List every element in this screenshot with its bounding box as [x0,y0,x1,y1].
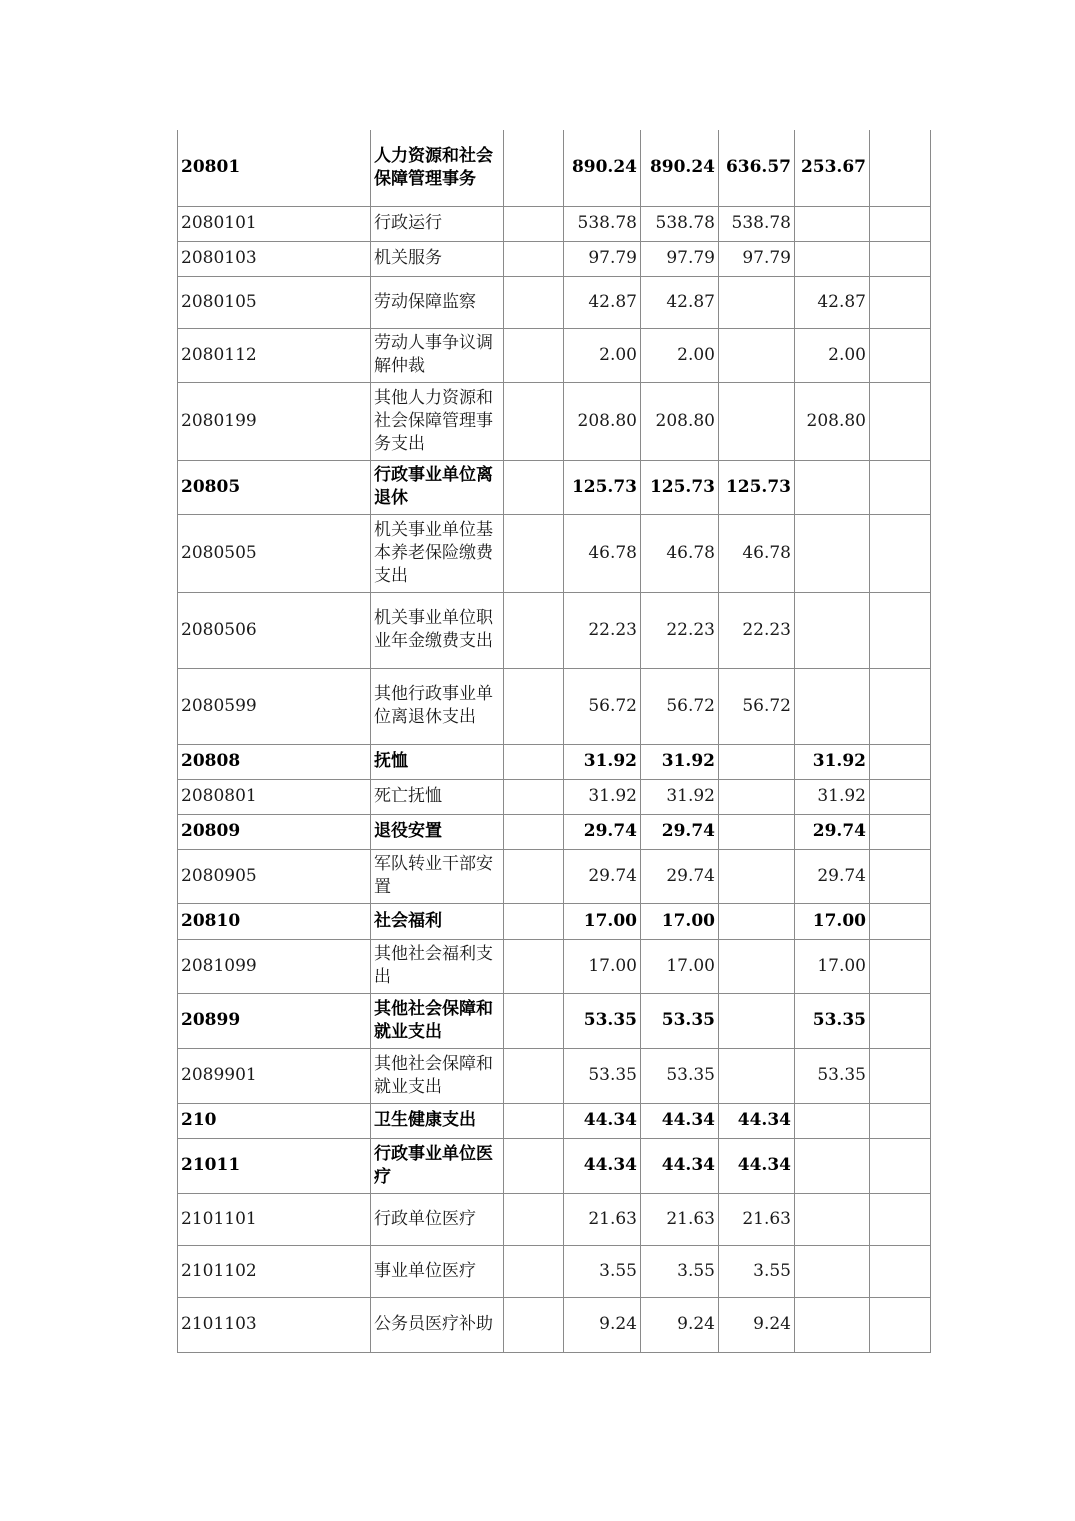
row-blank-cell [870,514,931,592]
table-row [178,779,931,814]
row-basic-expenditure: 44.34 [719,1103,795,1138]
row-blank-cell [504,592,564,668]
row-subtotal: 22.23 [641,592,719,668]
row-project-expenditure: 2.00 [795,328,870,382]
row-basic-expenditure [719,382,795,460]
row-basic-expenditure: 538.78 [719,206,795,241]
row-project-expenditure [795,1193,870,1245]
table-row [178,939,931,993]
row-blank-cell [870,382,931,460]
row-total: 29.74 [564,814,641,849]
row-project-expenditure [795,592,870,668]
table-row [178,1193,931,1245]
row-code: 2101102 [178,1245,371,1297]
row-basic-expenditure: 44.34 [719,1138,795,1193]
row-code: 2080505 [178,514,371,592]
row-blank-cell [870,849,931,903]
row-subtotal: 31.92 [641,779,719,814]
row-subtotal: 21.63 [641,1193,719,1245]
row-basic-expenditure: 21.63 [719,1193,795,1245]
row-blank-cell [504,939,564,993]
row-blank-cell [870,779,931,814]
row-code: 2080801 [178,779,371,814]
row-blank-cell [504,1138,564,1193]
row-project-expenditure [795,241,870,276]
row-blank-cell [870,328,931,382]
table-row [178,1138,931,1193]
row-subtotal: 29.74 [641,814,719,849]
row-basic-expenditure [719,779,795,814]
row-name: 社会福利 [371,903,504,939]
table-row [178,328,931,382]
row-project-expenditure: 17.00 [795,903,870,939]
row-total: 44.34 [564,1103,641,1138]
table-row [178,130,931,206]
row-total: 42.87 [564,276,641,328]
table-row [178,460,931,514]
row-basic-expenditure [719,939,795,993]
row-basic-expenditure: 97.79 [719,241,795,276]
row-blank-cell [504,1048,564,1103]
row-total: 97.79 [564,241,641,276]
row-blank-cell [870,592,931,668]
row-subtotal: 3.55 [641,1245,719,1297]
row-code: 20808 [178,744,371,779]
row-subtotal: 17.00 [641,939,719,993]
row-basic-expenditure [719,903,795,939]
table-row [178,993,931,1048]
row-blank-cell [504,382,564,460]
row-basic-expenditure: 125.73 [719,460,795,514]
table-row [178,276,931,328]
row-code: 20810 [178,903,371,939]
table-row [178,1103,931,1138]
row-blank-cell [504,1103,564,1138]
table-row [178,849,931,903]
row-subtotal: 53.35 [641,993,719,1048]
row-total: 17.00 [564,939,641,993]
row-name: 其他行政事业单位离退休支出 [371,668,504,744]
row-name: 公务员医疗补助 [371,1297,504,1352]
row-name: 机关服务 [371,241,504,276]
row-code: 20899 [178,993,371,1048]
row-subtotal: 208.80 [641,382,719,460]
row-name: 机关事业单位基本养老保险缴费支出 [371,514,504,592]
row-blank-cell [504,744,564,779]
row-blank-cell [870,1103,931,1138]
row-blank-cell [504,460,564,514]
row-code: 210 [178,1103,371,1138]
row-name: 抚恤 [371,744,504,779]
row-total: 2.00 [564,328,641,382]
row-code: 2080199 [178,382,371,460]
row-total: 53.35 [564,993,641,1048]
row-project-expenditure [795,1138,870,1193]
table-row [178,668,931,744]
row-subtotal: 46.78 [641,514,719,592]
row-name: 机关事业单位职业年金缴费支出 [371,592,504,668]
row-blank-cell [870,130,931,206]
row-basic-expenditure [719,328,795,382]
row-blank-cell [870,206,931,241]
row-subtotal: 44.34 [641,1138,719,1193]
row-name: 其他人力资源和社会保障管理事务支出 [371,382,504,460]
row-total: 3.55 [564,1245,641,1297]
row-blank-cell [504,849,564,903]
row-blank-cell [504,206,564,241]
row-blank-cell [870,814,931,849]
row-total: 29.74 [564,849,641,903]
row-project-expenditure [795,460,870,514]
row-project-expenditure: 29.74 [795,814,870,849]
row-project-expenditure [795,514,870,592]
row-name: 军队转业干部安置 [371,849,504,903]
row-basic-expenditure: 46.78 [719,514,795,592]
row-project-expenditure: 17.00 [795,939,870,993]
row-subtotal: 97.79 [641,241,719,276]
row-code: 2080105 [178,276,371,328]
row-code: 2080112 [178,328,371,382]
row-code: 2080103 [178,241,371,276]
row-project-expenditure [795,206,870,241]
row-total: 208.80 [564,382,641,460]
row-subtotal: 44.34 [641,1103,719,1138]
row-code: 20801 [178,130,371,206]
row-blank-cell [870,1138,931,1193]
row-subtotal: 42.87 [641,276,719,328]
table-row [178,903,931,939]
row-name: 其他社会保障和就业支出 [371,1048,504,1103]
row-blank-cell [504,814,564,849]
row-total: 21.63 [564,1193,641,1245]
row-total: 31.92 [564,779,641,814]
row-basic-expenditure [719,744,795,779]
row-total: 31.92 [564,744,641,779]
row-project-expenditure: 31.92 [795,744,870,779]
row-code: 2081099 [178,939,371,993]
row-code: 2080506 [178,592,371,668]
row-name: 行政事业单位离退休 [371,460,504,514]
row-blank-cell [504,1193,564,1245]
row-project-expenditure: 42.87 [795,276,870,328]
row-subtotal: 2.00 [641,328,719,382]
row-subtotal: 31.92 [641,744,719,779]
row-name: 行政事业单位医疗 [371,1138,504,1193]
table-row [178,382,931,460]
row-blank-cell [870,993,931,1048]
row-code: 2089901 [178,1048,371,1103]
row-name: 事业单位医疗 [371,1245,504,1297]
row-blank-cell [504,241,564,276]
table-body [178,130,931,1352]
row-blank-cell [504,328,564,382]
row-subtotal: 17.00 [641,903,719,939]
row-basic-expenditure: 636.57 [719,130,795,206]
row-subtotal: 125.73 [641,460,719,514]
row-code: 20805 [178,460,371,514]
row-name: 行政运行 [371,206,504,241]
row-total: 44.34 [564,1138,641,1193]
row-basic-expenditure: 9.24 [719,1297,795,1352]
row-project-expenditure: 253.67 [795,130,870,206]
row-blank-cell [504,779,564,814]
row-blank-cell [504,668,564,744]
row-subtotal: 56.72 [641,668,719,744]
row-basic-expenditure: 3.55 [719,1245,795,1297]
table-row [178,1048,931,1103]
row-basic-expenditure [719,849,795,903]
row-basic-expenditure: 56.72 [719,668,795,744]
row-total: 53.35 [564,1048,641,1103]
row-blank-cell [870,903,931,939]
row-blank-cell [870,1297,931,1352]
row-basic-expenditure [719,1048,795,1103]
row-subtotal: 9.24 [641,1297,719,1352]
row-name: 人力资源和社会保障管理事务 [371,130,504,206]
row-total: 890.24 [564,130,641,206]
row-name: 劳动人事争议调解仲裁 [371,328,504,382]
row-project-expenditure [795,668,870,744]
row-project-expenditure: 53.35 [795,1048,870,1103]
row-blank-cell [870,668,931,744]
table-row [178,814,931,849]
row-total: 17.00 [564,903,641,939]
budget-table [177,130,931,1353]
row-blank-cell [870,460,931,514]
row-basic-expenditure [719,276,795,328]
row-code: 21011 [178,1138,371,1193]
row-code: 2101103 [178,1297,371,1352]
table-row [178,206,931,241]
row-blank-cell [504,514,564,592]
row-name: 退役安置 [371,814,504,849]
row-blank-cell [870,276,931,328]
table-row [178,514,931,592]
row-name: 其他社会福利支出 [371,939,504,993]
row-project-expenditure: 53.35 [795,993,870,1048]
row-total: 56.72 [564,668,641,744]
row-project-expenditure [795,1103,870,1138]
table-row [178,592,931,668]
row-total: 22.23 [564,592,641,668]
row-blank-cell [870,939,931,993]
row-name: 劳动保障监察 [371,276,504,328]
row-code: 2080599 [178,668,371,744]
row-project-expenditure: 208.80 [795,382,870,460]
row-blank-cell [870,1245,931,1297]
row-code: 2080905 [178,849,371,903]
row-basic-expenditure [719,993,795,1048]
row-blank-cell [870,744,931,779]
row-blank-cell [504,130,564,206]
row-blank-cell [504,1297,564,1352]
row-name: 其他社会保障和就业支出 [371,993,504,1048]
row-blank-cell [504,993,564,1048]
row-project-expenditure [795,1297,870,1352]
row-project-expenditure: 31.92 [795,779,870,814]
row-subtotal: 890.24 [641,130,719,206]
row-total: 9.24 [564,1297,641,1352]
row-total: 538.78 [564,206,641,241]
row-name: 行政单位医疗 [371,1193,504,1245]
row-blank-cell [870,1193,931,1245]
table-row [178,1245,931,1297]
row-code: 20809 [178,814,371,849]
row-subtotal: 53.35 [641,1048,719,1103]
row-name: 死亡抚恤 [371,779,504,814]
row-project-expenditure: 29.74 [795,849,870,903]
row-subtotal: 538.78 [641,206,719,241]
row-blank-cell [504,903,564,939]
row-blank-cell [504,276,564,328]
row-project-expenditure [795,1245,870,1297]
row-basic-expenditure: 22.23 [719,592,795,668]
row-total: 46.78 [564,514,641,592]
table-row [178,241,931,276]
row-subtotal: 29.74 [641,849,719,903]
row-basic-expenditure [719,814,795,849]
table-row [178,1297,931,1352]
row-total: 125.73 [564,460,641,514]
table-row [178,744,931,779]
row-blank-cell [504,1245,564,1297]
row-code: 2080101 [178,206,371,241]
row-blank-cell [870,241,931,276]
row-name: 卫生健康支出 [371,1103,504,1138]
row-blank-cell [870,1048,931,1103]
row-code: 2101101 [178,1193,371,1245]
